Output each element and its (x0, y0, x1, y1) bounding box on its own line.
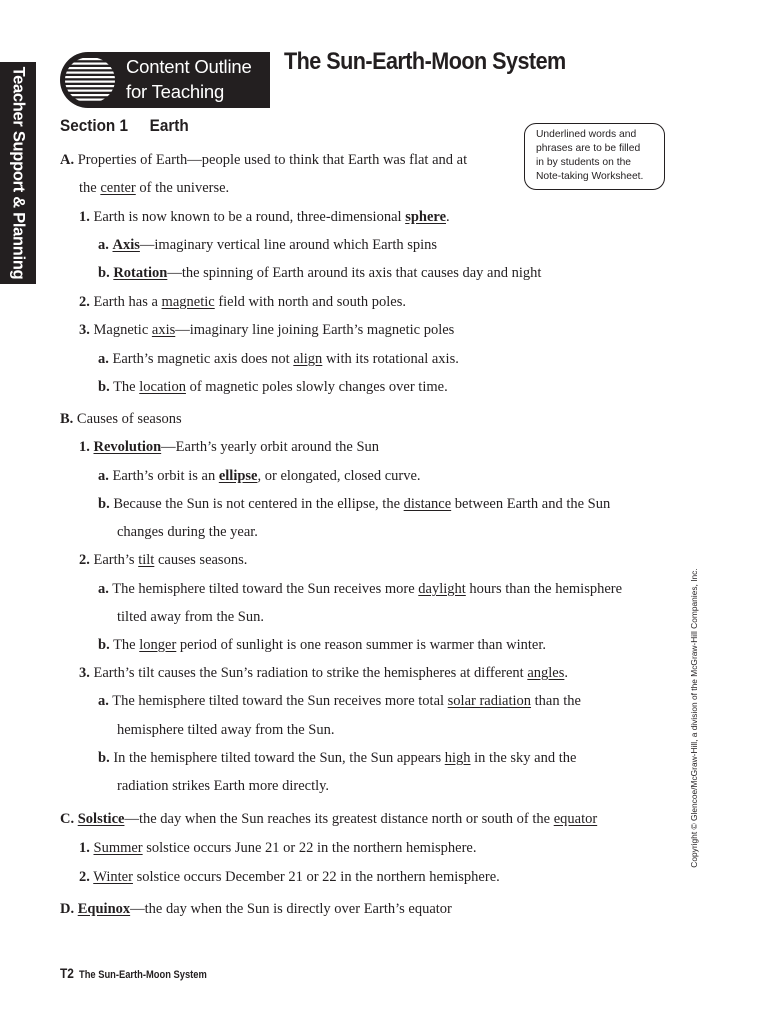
outline-a (60, 151, 467, 169)
side-tab (0, 62, 36, 284)
blank-answer: high (444, 750, 471, 766)
outline-text: of magnetic poles slowly changes over time. (185, 379, 448, 395)
blank-answer: axis (151, 322, 176, 338)
outline-text: In the hemisphere tilted toward the Sun, the Sun appears (113, 750, 445, 766)
outline-text: period of sunlight is one reason summer is warmer than winter. (176, 637, 546, 653)
header-line-2: for Teaching (126, 81, 225, 102)
key-term: Equinox (77, 901, 131, 917)
outline-text: —imaginary vertical line around which Earth spins (139, 237, 438, 253)
outline-text: Because the Sun is not centered in the ellipse, the (113, 496, 404, 512)
outline-text: between Earth and the Sun (451, 496, 611, 512)
outline-c-1 (79, 839, 476, 857)
outline-b (60, 410, 182, 428)
outline-a-3 (79, 321, 454, 339)
outline-c-2 (79, 868, 500, 886)
outline-d (60, 900, 452, 918)
outline-b-2-a (98, 580, 622, 598)
outline-a-1-b (98, 264, 541, 282)
outline-label: 2. (79, 552, 90, 568)
outline-label: 3. (79, 665, 90, 681)
outline-b-1-a (98, 467, 421, 485)
outline-b-1-b-continued: changes during the year. (117, 524, 258, 540)
outline-label: 1. (79, 209, 90, 225)
outline-text: The hemisphere tilted toward the Sun receives more total (112, 693, 448, 709)
outline-text: causes seasons. (154, 552, 248, 568)
outline-b-3-b-continued: radiation strikes Earth more directly. (117, 778, 330, 794)
outline-text: . (564, 665, 568, 681)
key-term: Revolution (93, 439, 162, 455)
outline-text: Magnetic (93, 322, 152, 338)
outline-text: of the universe. (135, 180, 230, 196)
copyright-notice: Copyright © Glencoe/McGraw-Hill, a division of the McGraw-Hill Companies, Inc. (689, 568, 699, 868)
outline-text: Earth is now known to be a round, three-dimensional (93, 209, 406, 225)
blank-answer: angles (527, 665, 565, 681)
outline-text: —the spinning of Earth around its axis that causes day and night (167, 265, 542, 281)
outline-text: with its rotational axis. (322, 351, 459, 367)
outline-label: 1. (79, 840, 90, 856)
outline-text: , or elongated, closed curve. (257, 468, 421, 484)
outline-text: —imaginary line joining Earth’s magnetic poles (175, 322, 455, 338)
key-term: Solstice (77, 811, 125, 827)
outline-label: a. (98, 237, 109, 253)
outline-text: The (113, 637, 140, 653)
outline-a-1-a (98, 236, 437, 254)
blank-answer: longer (139, 637, 177, 653)
outline-b-3-a-continued: hemisphere tilted away from the Sun. (117, 722, 335, 738)
outline-text: —the day when the Sun is directly over Earth’s equator (130, 901, 452, 917)
note-line: Note-taking Worksheet. (536, 171, 644, 182)
blank-answer: location (139, 379, 186, 395)
outline-label: a. (98, 351, 109, 367)
outline-label: B. (60, 411, 74, 427)
outline-label: a. (98, 581, 109, 597)
note-line: Underlined words and (536, 129, 637, 140)
key-term: Axis (112, 237, 140, 253)
outline-label: b. (98, 496, 110, 512)
blank-answer: center (100, 180, 136, 196)
striped-globe-icon (64, 56, 116, 104)
side-tab-label: Teacher Support & Planning (9, 66, 28, 280)
outline-label: A. (60, 152, 75, 168)
outline-text: Earth’s orbit is an (112, 468, 219, 484)
key-term: ellipse (218, 468, 258, 484)
outline-text: in the sky and the (470, 750, 577, 766)
blank-answer: distance (403, 496, 452, 512)
outline-label: b. (98, 637, 110, 653)
outline-b-2 (79, 551, 247, 569)
outline-b-2-b (98, 636, 546, 654)
outline-text: Earth’s (93, 552, 139, 568)
section-name: Earth (149, 116, 189, 135)
outline-text: than the (531, 693, 581, 709)
outline-a-3-a (98, 350, 459, 368)
outline-a-1 (79, 208, 450, 226)
outline-b-3-a (98, 692, 581, 710)
blank-answer: tilt (138, 552, 155, 568)
outline-b-3-b (98, 749, 576, 767)
section-heading (60, 116, 189, 136)
content-outline-label (126, 54, 252, 104)
blank-answer: daylight (418, 581, 466, 597)
outline-text: the (79, 180, 101, 196)
note-line: in by students on the (536, 157, 632, 168)
outline-label: b. (98, 750, 110, 766)
blank-answer: magnetic (161, 294, 215, 310)
outline-b-2-a-continued: tilted away from the Sun. (117, 609, 264, 625)
content-outline-badge (60, 52, 270, 108)
outline-b-1 (79, 438, 379, 456)
outline-label: 1. (79, 439, 90, 455)
note-taking-callout (524, 123, 665, 190)
outline-label: 2. (79, 869, 90, 885)
outline-a-2 (79, 293, 406, 311)
page-footer (60, 965, 207, 983)
key-term: sphere (405, 209, 447, 225)
outline-text: —Earth’s yearly orbit around the Sun (161, 439, 380, 455)
outline-label: b. (98, 265, 110, 281)
outline-b-1-b (98, 495, 610, 513)
outline-text: Causes of seasons (76, 411, 182, 427)
outline-a-3-b (98, 378, 448, 396)
blank-answer: Winter (93, 869, 133, 885)
outline-text: hours than the hemisphere (465, 581, 623, 597)
outline-label: a. (98, 693, 109, 709)
outline-text: —the day when the Sun reaches its greatest distance north or south of the (124, 811, 554, 827)
outline-label: D. (60, 901, 75, 917)
outline-text: Earth has a (93, 294, 162, 310)
blank-answer: Summer (93, 840, 143, 856)
outline-text: solstice occurs December 21 or 22 in the northern hemisphere. (132, 869, 500, 885)
key-term: Rotation (113, 265, 168, 281)
outline-label: C. (60, 811, 75, 827)
blank-answer: equator (553, 811, 598, 827)
outline-text: Properties of Earth—people used to think that Earth was flat and at (77, 152, 468, 168)
outline-text: The (113, 379, 140, 395)
outline-text: solstice occurs June 21 or 22 in the northern hemisphere. (142, 840, 477, 856)
outline-a-continued (79, 179, 229, 197)
outline-label: 2. (79, 294, 90, 310)
blank-answer: align (293, 351, 323, 367)
page-title: The Sun-Earth-Moon System (284, 48, 566, 75)
note-line: phrases are to be filled (536, 143, 641, 154)
outline-text: Earth’s magnetic axis does not (112, 351, 294, 367)
outline-b-3 (79, 664, 568, 682)
blank-answer: solar radiation (447, 693, 532, 709)
outline-text: Earth’s tilt causes the Sun’s radiation to strike the hemispheres at different (93, 665, 528, 681)
outline-text: . (446, 209, 450, 225)
outline-text: The hemisphere tilted toward the Sun receives more (112, 581, 419, 597)
outline-c (60, 810, 597, 828)
footer-title: The Sun-Earth-Moon System (78, 969, 207, 981)
section-number: Section 1 (60, 116, 129, 135)
outline-label: b. (98, 379, 110, 395)
outline-label: 3. (79, 322, 90, 338)
header-line-1: Content Outline (126, 56, 252, 77)
outline-text: field with north and south poles. (214, 294, 406, 310)
outline-label: a. (98, 468, 109, 484)
page-number: T2 (60, 965, 74, 981)
